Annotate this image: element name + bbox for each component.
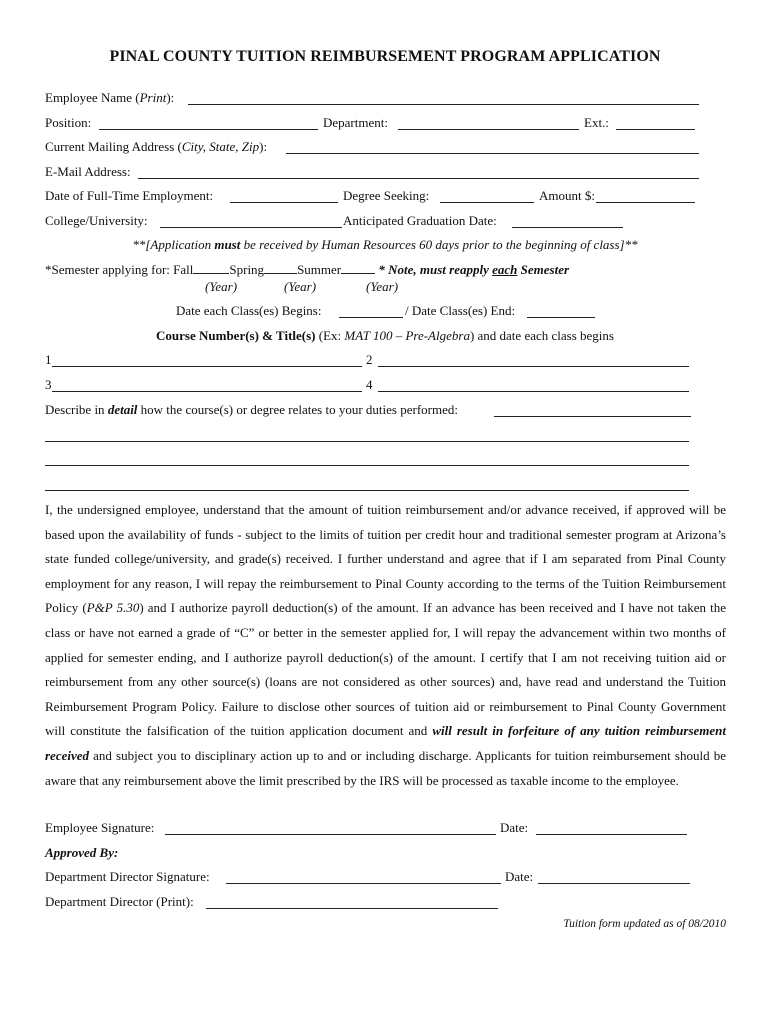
employee-date-label: Date: bbox=[500, 820, 529, 835]
employee-name-field[interactable] bbox=[188, 104, 699, 105]
class-begins-field[interactable] bbox=[339, 317, 403, 318]
semester-line: *Semester applying for: Fall Spring Summer * Note, must reapply each Semester bbox=[45, 262, 570, 277]
email-label: E-Mail Address: bbox=[45, 164, 131, 179]
mailing-address-field[interactable] bbox=[286, 153, 699, 154]
director-print-label: Department Director (Print): bbox=[45, 894, 194, 909]
graduation-date-label: Anticipated Graduation Date: bbox=[343, 213, 497, 228]
fall-year-field[interactable] bbox=[193, 262, 229, 274]
describe-field-line-2[interactable] bbox=[45, 441, 689, 442]
form-title: PINAL COUNTY TUITION REIMBURSEMENT PROGRAM APPLICATION bbox=[109, 48, 661, 65]
spring-year-field[interactable] bbox=[264, 262, 297, 274]
college-label: College/University: bbox=[45, 213, 148, 228]
employment-date-label: Date of Full-Time Employment: bbox=[45, 188, 214, 203]
course-heading: Course Number(s) & Title(s) (Ex: MAT 100 – Pre-Algebra) and date each class begins bbox=[156, 328, 614, 343]
degree-seeking-label: Degree Seeking: bbox=[343, 188, 430, 203]
director-date-field[interactable] bbox=[538, 883, 690, 884]
ext-label: Ext.: bbox=[584, 115, 609, 130]
director-date-label: Date: bbox=[505, 869, 534, 884]
course-3-field[interactable] bbox=[52, 391, 362, 392]
director-print-field[interactable] bbox=[206, 908, 498, 909]
course-4-field[interactable] bbox=[378, 391, 689, 392]
describe-label: Describe in detail how the course(s) or degree relates to your duties performed: bbox=[45, 402, 458, 417]
course-1-field[interactable] bbox=[52, 366, 362, 367]
class-ends-field[interactable] bbox=[527, 317, 595, 318]
graduation-date-field[interactable] bbox=[512, 227, 623, 228]
deadline-notice: **[Application must be received by Human Resources 60 days prior to the beginning of class]** bbox=[132, 237, 638, 252]
course-number-4: 4 bbox=[366, 377, 373, 392]
director-signature-field[interactable] bbox=[226, 883, 501, 884]
position-label: Position: bbox=[45, 115, 92, 130]
describe-field-line-3[interactable] bbox=[45, 465, 689, 466]
amount-label: Amount $: bbox=[539, 188, 595, 203]
fall-year-hint: (Year) bbox=[205, 279, 238, 294]
employee-signature-label: Employee Signature: bbox=[45, 820, 155, 835]
mailing-address-label: Current Mailing Address (City, State, Zip): bbox=[45, 139, 268, 154]
employment-date-field[interactable] bbox=[230, 202, 338, 203]
director-signature-label: Department Director Signature: bbox=[45, 869, 210, 884]
employee-name-label: Employee Name (Print): bbox=[45, 90, 175, 105]
describe-field-line-4[interactable] bbox=[45, 490, 689, 491]
agreement-paragraph: I, the undersigned employee, understand that the amount of tuition reimbursement and/or advance received, if approved will be based upon the availability of funds - subject to the limits of tuition per credit hour and traditional semester program at Arizona’s state funded college/university, and grade(s) received. I further understand and agree that if I am separated from Pinal County employment for any reason, I will repay the reimbursement to Pinal County according to the terms of the Tuition Reimbursement Policy (P&P 5.30) and I authorize payroll deduction(s) of the amount. If an advance has been received and I have not taken the class or have not earned a grade of “C” or better in the semester applied for, I will repay the advancement within two months of applied for semester ending, and I authorize payroll deduction(s) of the amount. I certify that I am not receiving tuition aid or reimbursement from any other source(s) (loans are not considered as other sources) and, have read and understand the Tuition Reimbursement Program Policy. Failure to disclose other sources of tuition aid or reimbursement to Pinal County Government will constitute the falsification of the tuition application document and will result in forfeiture of any tuition reimbursement received and subject you to disciplinary action up to and or including discharge. Applicants for tuition reimbursement should be aware that any reimbursement above the limit prescribed by the IRS will be processed as taxable income to the employee. bbox=[45, 502, 727, 788]
department-field[interactable] bbox=[398, 129, 579, 130]
ext-field[interactable] bbox=[616, 129, 695, 130]
course-2-field[interactable] bbox=[378, 366, 689, 367]
class-begins-label: Date each Class(es) Begins: bbox=[176, 303, 322, 318]
college-field[interactable] bbox=[160, 227, 342, 228]
class-ends-label: / Date Class(es) End: bbox=[405, 303, 516, 318]
employee-signature-field[interactable] bbox=[165, 834, 496, 835]
employee-date-field[interactable] bbox=[536, 834, 687, 835]
department-label: Department: bbox=[323, 115, 388, 130]
summer-year-field[interactable] bbox=[341, 262, 375, 274]
position-field[interactable] bbox=[99, 129, 318, 130]
course-number-2: 2 bbox=[366, 352, 373, 367]
course-number-3: 3 bbox=[45, 377, 52, 392]
describe-field-line-1[interactable] bbox=[494, 416, 691, 417]
course-number-1: 1 bbox=[45, 352, 52, 367]
email-field[interactable] bbox=[138, 178, 699, 179]
form-version-footer: Tuition form updated as of 08/2010 bbox=[563, 918, 726, 930]
amount-field[interactable] bbox=[596, 202, 695, 203]
spring-year-hint: (Year) bbox=[284, 279, 317, 294]
degree-seeking-field[interactable] bbox=[440, 202, 534, 203]
summer-year-hint: (Year) bbox=[366, 279, 399, 294]
approved-by-label: Approved By: bbox=[45, 845, 119, 860]
